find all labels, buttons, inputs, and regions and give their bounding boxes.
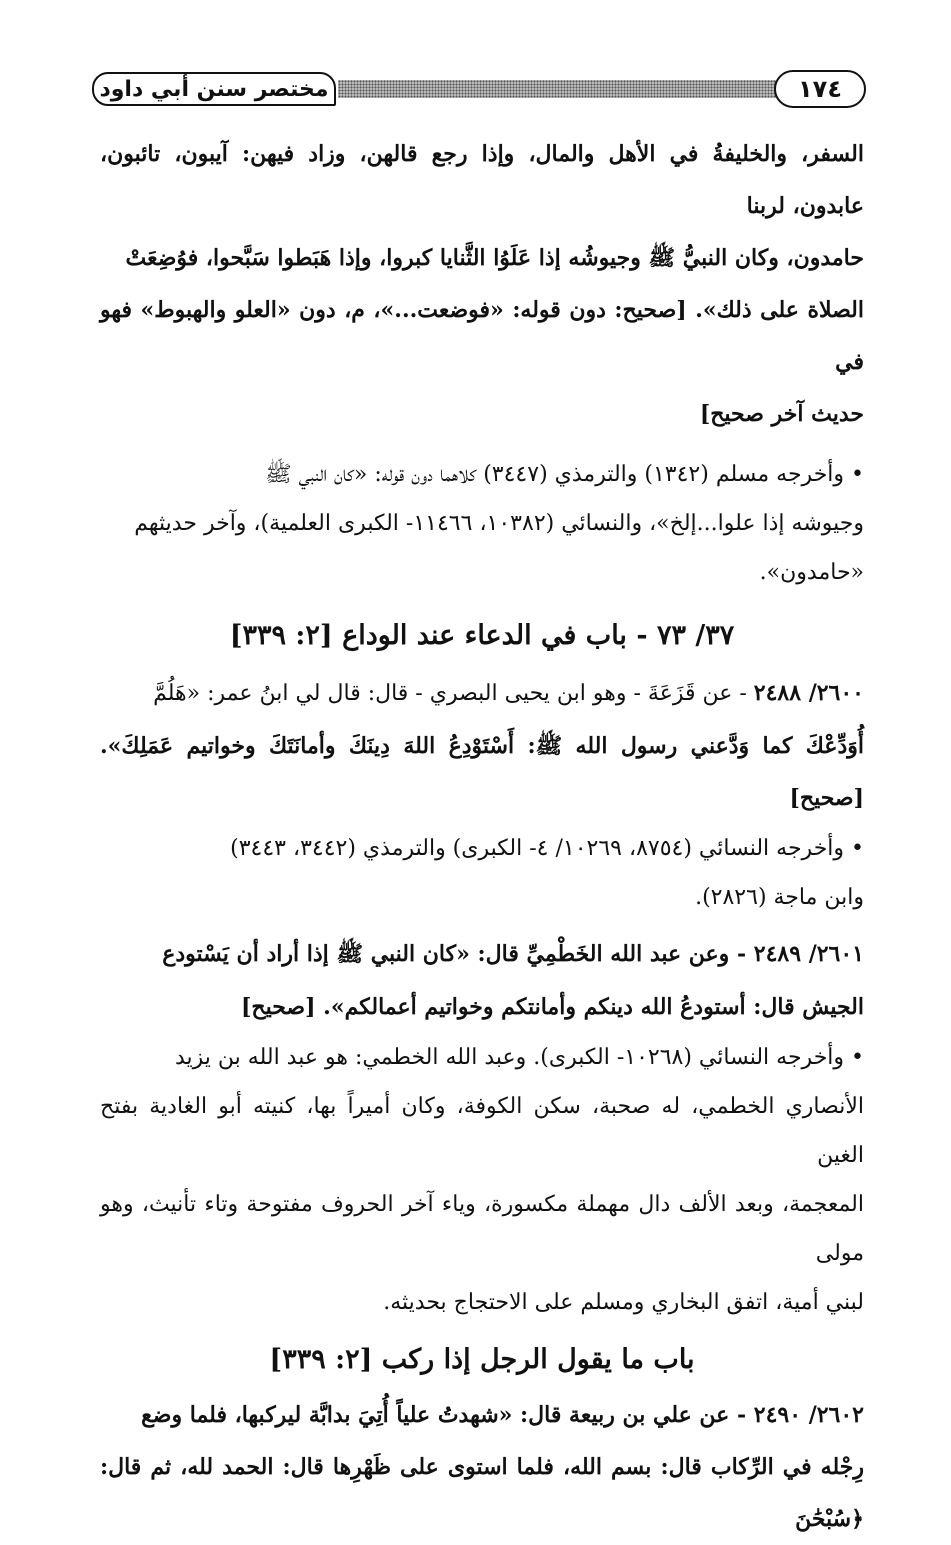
- running-header: [88, 66, 866, 116]
- book-title: مختصر سنن أبي داود: [92, 72, 336, 106]
- text-line: رِجْله في الرِّكاب قال: بسم الله، فلما استوى على ظَهْرِها قال: الحمد لله، ثم قال: ﴿سُبْحَٰنَ: [100, 1454, 864, 1532]
- chapter-heading: باب ما يقول الرجل إذا ركب [٢: ٣٣٩]: [269, 1344, 695, 1375]
- continued-hadith-text: [100, 128, 864, 440]
- text-line: أُوَدِّعْكَ كما وَدَّعني رسول الله ﷺ: أَسْتَوْدِعُ اللهَ دِينَكَ وأمانَتَكَ وخواتيم عَمَلِكَ». [صحيح]: [100, 733, 864, 811]
- text-line: • وأخرجه مسلم (١٣٤٢) والترمذي (٣٤٤٧) كلاهما دون قوله: «كان النبي ﷺ: [265, 462, 864, 487]
- page-number: ١٧٤: [774, 70, 866, 108]
- hadith-text: - عن قَزَعَةَ - وهو ابن يحيى البصري - قال: قال لي ابنُ عمر: «هَلُمَّ: [153, 681, 754, 706]
- hadith-2601: [100, 928, 864, 1033]
- takhrij-note: [100, 824, 864, 922]
- header-decorative-band: [338, 80, 776, 98]
- hadith-2602: [100, 1389, 864, 1545]
- text-line: الصلاة على ذلك». [صحيح: دون قوله: «فوضعت...»، م، دون «العلو والهبوط» فهو في: [100, 297, 864, 375]
- hadith-text: - وعن عبد الله الخَطْمِيِّ قال: «كان النبي ﷺ إذا أراد أن يَسْتودع: [162, 941, 754, 967]
- text-line: الجيش قال: أستودعُ الله دينكم وأمانتكم وخواتيم أعمالكم». [صحيح]: [240, 994, 864, 1020]
- text-line: حديث آخر صحيح]: [699, 401, 864, 427]
- text-line: المعجمة، وبعد الألف دال مهملة مكسورة، وياء آخر الحروف مفتوحة وتاء تأنيث، وهو مولى: [100, 1192, 864, 1266]
- text-line: وجيوشه إذا علوا...إلخ»، والنسائي (١٠٣٨٢، ١١٤٦٦- الكبرى العلمية)، وآخر حديثهم: [134, 511, 864, 536]
- text-line: [100, 928, 864, 981]
- text-line: «حامدون».: [759, 560, 864, 585]
- chapter-heading: ٣٧/ ٧٣ - باب في الدعاء عند الوداع [٢: ٣٣٩]: [229, 620, 735, 651]
- text-line: السفر، والخليفةُ في الأهل والمال، وإذا رجع قالهن، وزاد فيهن: آيبون، تائبون، عابدون، لربنا: [100, 141, 864, 219]
- hadith-2600: [100, 667, 864, 824]
- takhrij-note: [100, 450, 864, 597]
- text-line: [100, 1389, 864, 1441]
- text-line: • وأخرجه النسائي (١٠٢٦٨- الكبرى). وعبد الله الخطمي: هو عبد الله بن يزيد: [175, 1045, 864, 1070]
- hadith-number: ٢٦٠٢/ ٢٤٩٠: [753, 1402, 864, 1428]
- hadith-text: - عن علي بن ربيعة قال: «شهدتُ علياً أُتِيَ بدابَّة ليركبها، فلما وضع: [141, 1402, 754, 1428]
- hadith-number: ٢٦٠٠/ ٢٤٨٨: [753, 680, 864, 706]
- page-body: [100, 128, 864, 1545]
- text-line: الأنصاري الخطمي، له صحبة، سكن الكوفة، وكان أميراً بها، كنيته أبو الغادية بفتح الغين: [100, 1094, 864, 1168]
- text-line: حامدون، وكان النبيُّ ﷺ وجيوشُه إذا عَلَوُا الثَّنايا كبروا، وإذا هَبَطوا سَبَّحوا، فوُضِعَتْ: [125, 245, 864, 271]
- text-line: [100, 667, 864, 720]
- text-line: • وأخرجه النسائي (٨٧٥٤، ١٠٢٦٩/ ٤- الكبرى) والترمذي (٣٤٤٢، ٣٤٤٣): [230, 836, 864, 861]
- text-line: لبني أمية، اتفق البخاري ومسلم على الاحتجاج بحديثه.: [383, 1290, 864, 1315]
- text-line: وابن ماجة (٢٨٢٦).: [695, 885, 864, 910]
- hadith-number: ٢٦٠١/ ٢٤٨٩: [753, 941, 864, 967]
- takhrij-note: [100, 1033, 864, 1327]
